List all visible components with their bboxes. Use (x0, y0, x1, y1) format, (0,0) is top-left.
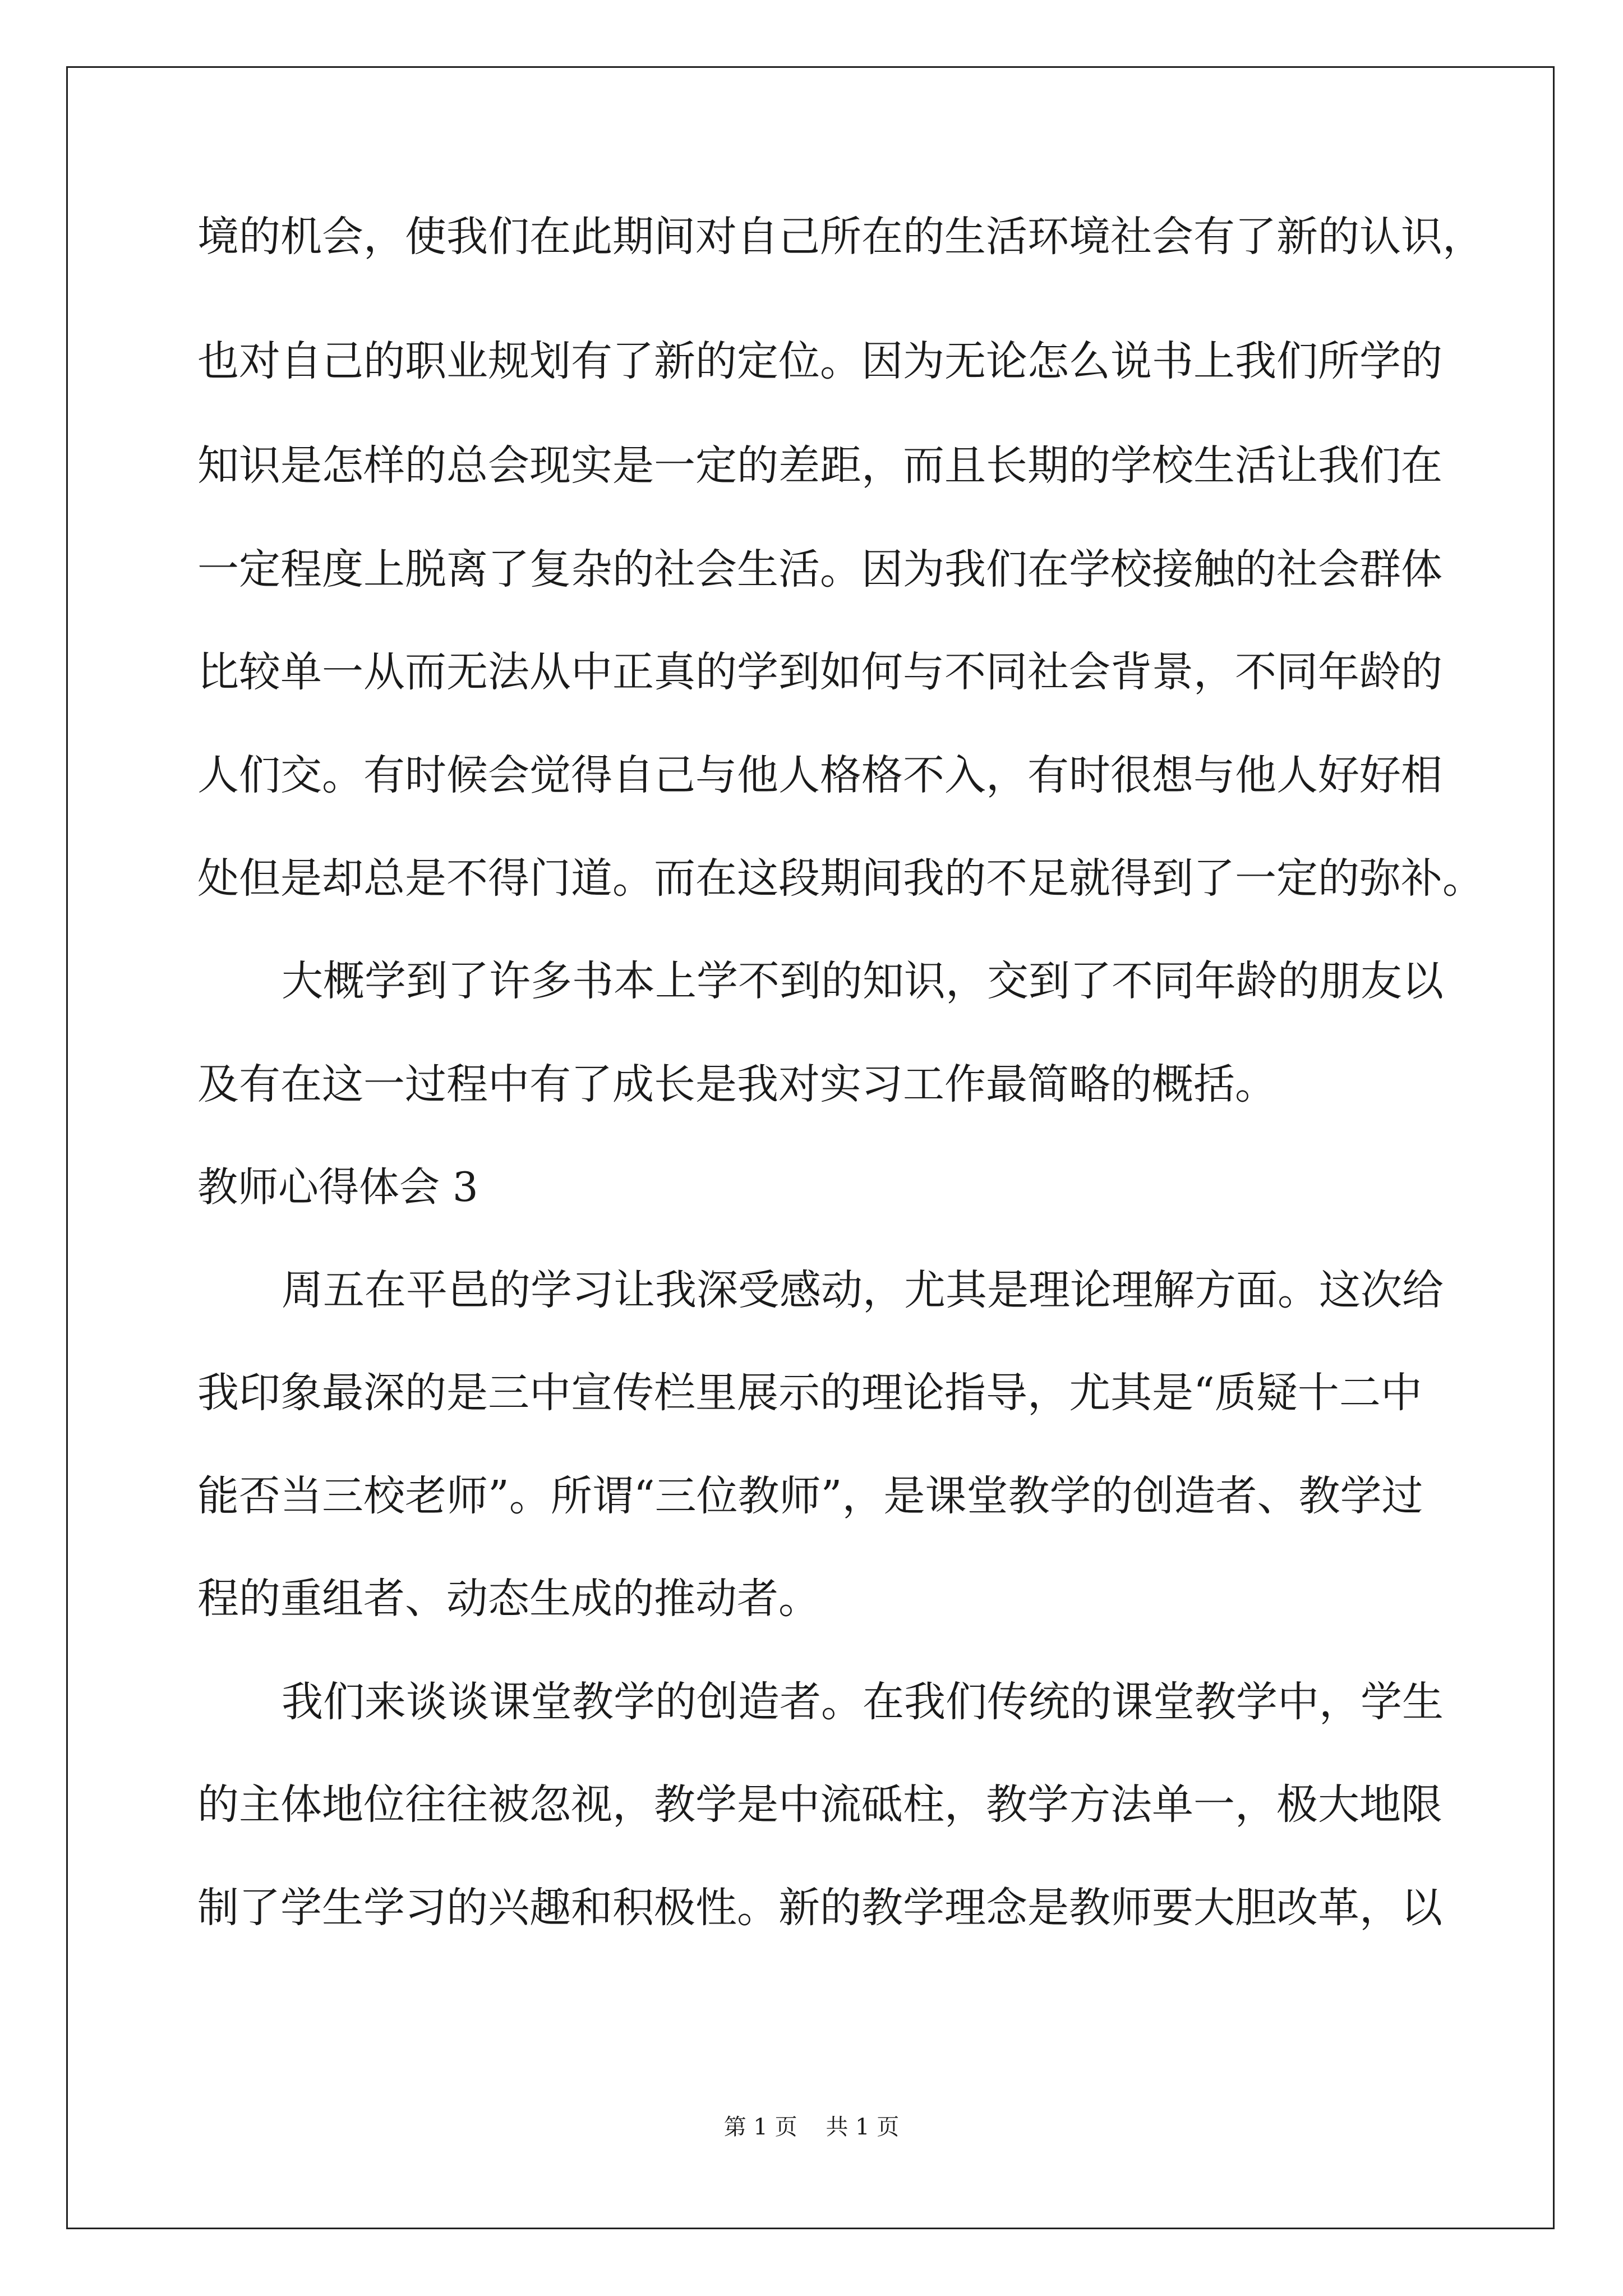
body-text-line: 及有在这一过程中有了成长是我对实习工作最简略的概括。 (197, 1060, 1276, 1108)
body-text-line: 处但是却总是不得门道。而在这段期间我的不足就得到了一定的弥补。 (197, 854, 1484, 903)
section-heading: 教师心得体会 3 (197, 1163, 478, 1211)
body-text-line: 程的重组者、动态生成的推动者。 (197, 1575, 820, 1623)
body-text-line: 大概学到了许多书本上学不到的知识，交到了不同年龄的朋友以 (282, 957, 1444, 1005)
body-text-line: 能否当三校老师”。所谓“三位教师”，是课堂教学的创造者、教学过 (197, 1472, 1423, 1520)
body-text-line: 周五在平邑的学习让我深受感动，尤其是理论理解方面。这次给 (282, 1266, 1444, 1314)
body-text-line: 也对自己的职业规划有了新的定位。因为无论怎么说书上我们所学的 (197, 337, 1442, 385)
body-text-line: 境的机会，使我们在此期间对自己所在的生活环境社会有了新的认识， (197, 213, 1484, 261)
body-text-line: 一定程度上脱离了复杂的社会生活。因为我们在学校接触的社会群体 (197, 545, 1442, 593)
body-text-line: 人们交。有时候会觉得自己与他人格格不入，有时很想与他人好好相 (197, 751, 1442, 799)
body-text-line: 比较单一从而无法从中正真的学到如何与不同社会背景，不同年龄的 (197, 648, 1442, 696)
body-text-line: 制了学生学习的兴趣和积极性。新的教学理念是教师要大胆改革，以 (197, 1884, 1442, 1932)
body-text-line: 的主体地位往往被忽视，教学是中流砥柱，教学方法单一，极大地限 (197, 1780, 1442, 1829)
body-text-line: 我印象最深的是三中宣传栏里展示的理论指导，尤其是“质疑十二中 (197, 1369, 1422, 1417)
body-text-line: 知识是怎样的总会现实是一定的差距，而且长期的学校生活让我们在 (197, 441, 1442, 490)
page-number-footer: 第 1 页 共 1 页 (723, 2114, 900, 2140)
body-text-line: 我们来谈谈课堂教学的创造者。在我们传统的课堂教学中，学生 (282, 1678, 1444, 1726)
